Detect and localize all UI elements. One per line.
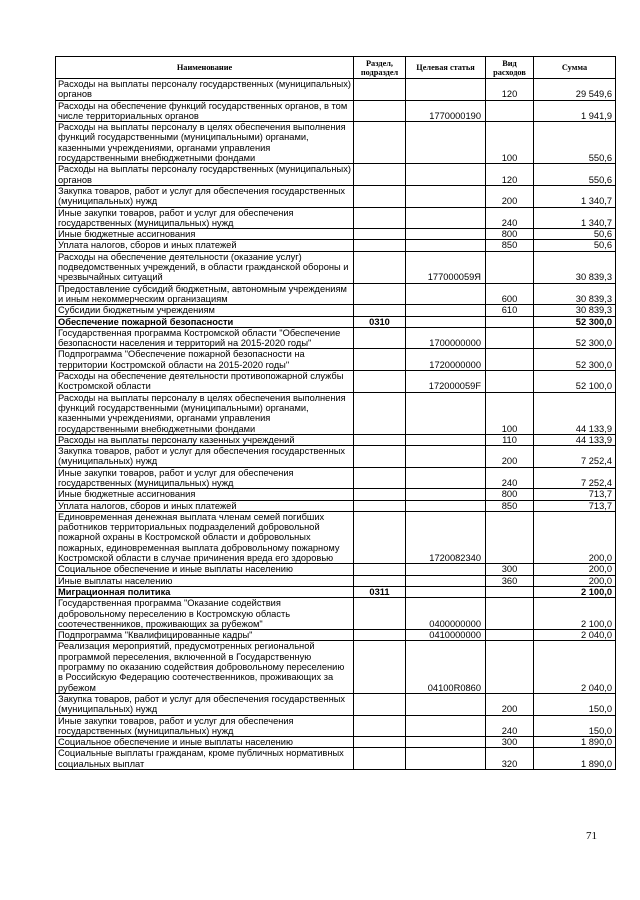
row-amount: 713,7 xyxy=(534,500,616,511)
row-article xyxy=(406,164,486,186)
row-amount: 200,0 xyxy=(534,564,616,575)
row-section xyxy=(354,79,406,101)
row-section xyxy=(354,164,406,186)
row-name: Иные закупки товаров, работ и услуг для обеспечения государственных (муниципальных) нужд xyxy=(56,715,354,737)
row-name: Иные закупки товаров, работ и услуг для обеспечения государственных (муниципальных) нужд xyxy=(56,207,354,229)
row-type xyxy=(486,251,534,283)
row-article xyxy=(406,207,486,229)
row-article: 177000059Я xyxy=(406,251,486,283)
row-article xyxy=(406,240,486,251)
row-type: 200 xyxy=(486,693,534,715)
row-amount: 200,0 xyxy=(534,575,616,586)
row-section xyxy=(354,641,406,693)
row-name: Расходы на обеспечение функций государственных органов, в том числе территориальных органов xyxy=(56,100,354,122)
row-name: Уплата налогов, сборов и иных платежей xyxy=(56,500,354,511)
table-row xyxy=(56,641,616,693)
row-name: Социальные выплаты гражданам, кроме публичных нормативных социальных выплат xyxy=(56,748,354,770)
table-row xyxy=(56,586,616,597)
row-type: 240 xyxy=(486,467,534,489)
row-amount: 30 839,3 xyxy=(534,251,616,283)
table-row xyxy=(56,748,616,770)
row-type xyxy=(486,641,534,693)
table-row xyxy=(56,630,616,641)
row-article: 1720000000 xyxy=(406,349,486,371)
row-article xyxy=(406,575,486,586)
budget-table xyxy=(55,56,616,770)
row-section xyxy=(354,392,406,434)
row-section xyxy=(354,327,406,349)
row-article xyxy=(406,229,486,240)
row-article xyxy=(406,122,486,164)
row-section xyxy=(354,467,406,489)
row-name: Иные выплаты населению xyxy=(56,575,354,586)
row-amount: 150,0 xyxy=(534,715,616,737)
table-row xyxy=(56,79,616,101)
row-name: Иные бюджетные ассигнования xyxy=(56,229,354,240)
row-name: Закупка товаров, работ и услуг для обеспечения государственных (муниципальных) нужд xyxy=(56,446,354,468)
row-article xyxy=(406,392,486,434)
row-type: 110 xyxy=(486,434,534,445)
row-amount: 52 300,0 xyxy=(534,327,616,349)
table-row xyxy=(56,122,616,164)
table-row xyxy=(56,316,616,327)
row-name: Расходы на обеспечение деятельности противопожарной службы Костромской области xyxy=(56,371,354,393)
row-amount: 1 941,9 xyxy=(534,100,616,122)
row-article xyxy=(406,715,486,737)
row-amount: 1 340,7 xyxy=(534,207,616,229)
row-amount: 1 890,0 xyxy=(534,737,616,748)
row-type xyxy=(486,349,534,371)
row-amount: 713,7 xyxy=(534,489,616,500)
row-article xyxy=(406,316,486,327)
row-name: Государственная программа Костромской области "Обеспечение безопасности населения и территорий на 2015-2020 годы" xyxy=(56,327,354,349)
row-article xyxy=(406,586,486,597)
row-article xyxy=(406,737,486,748)
row-type: 360 xyxy=(486,575,534,586)
row-article: 1700000000 xyxy=(406,327,486,349)
row-type: 120 xyxy=(486,164,534,186)
row-name: Субсидии бюджетным учреждениям xyxy=(56,305,354,316)
row-section: 0310 xyxy=(354,316,406,327)
header-article: Целевая статья xyxy=(406,57,486,79)
row-name: Закупка товаров, работ и услуг для обеспечения государственных (муниципальных) нужд xyxy=(56,185,354,207)
row-name: Подпрограмма "Квалифицированные кадры" xyxy=(56,630,354,641)
row-type xyxy=(486,630,534,641)
row-amount: 44 133,9 xyxy=(534,392,616,434)
header-section: Раздел, подраздел xyxy=(354,57,406,79)
table-row xyxy=(56,240,616,251)
row-type: 100 xyxy=(486,122,534,164)
row-article xyxy=(406,467,486,489)
table-body xyxy=(56,79,616,770)
row-type xyxy=(486,371,534,393)
row-amount: 2 100,0 xyxy=(534,598,616,630)
row-type xyxy=(486,316,534,327)
page-number: 71 xyxy=(586,830,597,842)
row-section xyxy=(354,240,406,251)
table-header xyxy=(56,57,616,79)
row-type: 240 xyxy=(486,207,534,229)
row-type: 300 xyxy=(486,564,534,575)
table-row xyxy=(56,500,616,511)
row-name: Расходы на обеспечение деятельности (оказание услуг) подведомственных учреждений, в области гражданской обороны и чрезвычайных ситуаций xyxy=(56,251,354,283)
row-section xyxy=(354,434,406,445)
row-type: 610 xyxy=(486,305,534,316)
row-article xyxy=(406,79,486,101)
row-article: 0410000000 xyxy=(406,630,486,641)
row-type: 850 xyxy=(486,500,534,511)
table-row xyxy=(56,229,616,240)
table-row xyxy=(56,575,616,586)
row-amount: 7 252,4 xyxy=(534,467,616,489)
row-type: 100 xyxy=(486,392,534,434)
row-amount: 1 340,7 xyxy=(534,185,616,207)
row-name: Социальное обеспечение и иные выплаты населению xyxy=(56,737,354,748)
row-amount: 200,0 xyxy=(534,511,616,563)
row-amount: 52 300,0 xyxy=(534,316,616,327)
row-section xyxy=(354,693,406,715)
row-name: Иные закупки товаров, работ и услуг для обеспечения государственных (муниципальных) нужд xyxy=(56,467,354,489)
row-section xyxy=(354,511,406,563)
row-amount: 52 300,0 xyxy=(534,349,616,371)
row-amount: 29 549,6 xyxy=(534,79,616,101)
row-section xyxy=(354,737,406,748)
row-article xyxy=(406,305,486,316)
row-type: 120 xyxy=(486,79,534,101)
row-section xyxy=(354,371,406,393)
row-article xyxy=(406,693,486,715)
row-name: Иные бюджетные ассигнования xyxy=(56,489,354,500)
row-section xyxy=(354,564,406,575)
row-section xyxy=(354,185,406,207)
row-section xyxy=(354,349,406,371)
table-row xyxy=(56,283,616,305)
table-row xyxy=(56,349,616,371)
table-row xyxy=(56,185,616,207)
row-article xyxy=(406,283,486,305)
row-name: Подпрограмма "Обеспечение пожарной безопасности на территории Костромской области на 2015-2020 годы" xyxy=(56,349,354,371)
table-row xyxy=(56,737,616,748)
row-type: 800 xyxy=(486,489,534,500)
row-article xyxy=(406,489,486,500)
table-row xyxy=(56,489,616,500)
row-name: Государственная программа "Оказание содействия добровольному переселению в Костромскую область соотечественников, проживающих за рубежом" xyxy=(56,598,354,630)
row-type: 240 xyxy=(486,715,534,737)
table-row xyxy=(56,446,616,468)
table-row xyxy=(56,392,616,434)
row-article xyxy=(406,185,486,207)
row-name: Расходы на выплаты персоналу государственных (муниципальных) органов xyxy=(56,79,354,101)
row-amount: 150,0 xyxy=(534,693,616,715)
row-amount: 50,6 xyxy=(534,240,616,251)
table-row xyxy=(56,327,616,349)
row-type xyxy=(486,598,534,630)
row-type: 800 xyxy=(486,229,534,240)
table-row xyxy=(56,467,616,489)
row-name: Реализация мероприятий, предусмотренных региональной программой переселения, включенной в Государственную программу по оказанию содействия добровольному переселению в Российскую Федерацию соотечественников, проживающих за рубежом xyxy=(56,641,354,693)
row-section xyxy=(354,575,406,586)
row-name: Закупка товаров, работ и услуг для обеспечения государственных (муниципальных) нужд xyxy=(56,693,354,715)
row-amount: 7 252,4 xyxy=(534,446,616,468)
row-type xyxy=(486,586,534,597)
table-row xyxy=(56,511,616,563)
row-section xyxy=(354,251,406,283)
table-row xyxy=(56,100,616,122)
row-amount: 50,6 xyxy=(534,229,616,240)
row-name: Предоставление субсидий бюджетным, автономным учреждениям и иным некоммерческим организациям xyxy=(56,283,354,305)
table-row xyxy=(56,251,616,283)
header-type: Вид расходов xyxy=(486,57,534,79)
row-article: 04100R0860 xyxy=(406,641,486,693)
row-name: Расходы на выплаты персоналу в целях обеспечения выполнения функций государственными (муниципальными) органами, казенными учреждениями, органами управления государственными внебюджетными фондами xyxy=(56,392,354,434)
row-section xyxy=(354,100,406,122)
row-type: 850 xyxy=(486,240,534,251)
row-amount: 52 100,0 xyxy=(534,371,616,393)
row-section xyxy=(354,229,406,240)
table-row xyxy=(56,371,616,393)
row-article: 1770000190 xyxy=(406,100,486,122)
row-amount: 2 040,0 xyxy=(534,641,616,693)
row-name: Расходы на выплаты персоналу казенных учреждений xyxy=(56,434,354,445)
header-amount: Сумма xyxy=(534,57,616,79)
row-article xyxy=(406,500,486,511)
row-section xyxy=(354,500,406,511)
table-row xyxy=(56,564,616,575)
row-name: Расходы на выплаты персоналу государственных (муниципальных) органов xyxy=(56,164,354,186)
row-name: Уплата налогов, сборов и иных платежей xyxy=(56,240,354,251)
row-article: 1720082340 xyxy=(406,511,486,563)
row-section xyxy=(354,446,406,468)
row-type: 200 xyxy=(486,446,534,468)
row-type: 600 xyxy=(486,283,534,305)
row-name: Обеспечение пожарной безопасности xyxy=(56,316,354,327)
row-type xyxy=(486,327,534,349)
row-type: 320 xyxy=(486,748,534,770)
row-article xyxy=(406,564,486,575)
table-row xyxy=(56,693,616,715)
row-amount: 550,6 xyxy=(534,122,616,164)
row-amount: 550,6 xyxy=(534,164,616,186)
row-name: Единовременная денежная выплата членам семей погибших работников территориальных подразделений добровольной пожарной охраны в Костромской области и добровольных пожарных, единовременная выплата добровольному пожарному Костромской области в случае причинения вреда его здоровью xyxy=(56,511,354,563)
row-section xyxy=(354,305,406,316)
table-row xyxy=(56,434,616,445)
row-article: 0400000000 xyxy=(406,598,486,630)
row-amount: 1 890,0 xyxy=(534,748,616,770)
row-section xyxy=(354,489,406,500)
row-amount: 2 100,0 xyxy=(534,586,616,597)
row-section xyxy=(354,598,406,630)
row-type: 300 xyxy=(486,737,534,748)
row-name: Социальное обеспечение и иные выплаты населению xyxy=(56,564,354,575)
row-amount: 30 839,3 xyxy=(534,305,616,316)
table-row xyxy=(56,598,616,630)
row-section xyxy=(354,715,406,737)
row-section: 0311 xyxy=(354,586,406,597)
row-type xyxy=(486,100,534,122)
row-amount: 44 133,9 xyxy=(534,434,616,445)
row-article xyxy=(406,446,486,468)
row-article: 172000059F xyxy=(406,371,486,393)
row-section xyxy=(354,748,406,770)
row-amount: 2 040,0 xyxy=(534,630,616,641)
header-row xyxy=(56,57,616,79)
table-row xyxy=(56,164,616,186)
row-name: Расходы на выплаты персоналу в целях обеспечения выполнения функций государственными (муниципальными) органами, казенными учреждениями, органами управления государственными внебюджетными фондами xyxy=(56,122,354,164)
row-article xyxy=(406,434,486,445)
row-section xyxy=(354,207,406,229)
row-section xyxy=(354,283,406,305)
row-amount: 30 839,3 xyxy=(534,283,616,305)
row-type: 200 xyxy=(486,185,534,207)
row-section xyxy=(354,630,406,641)
header-name: Наименование xyxy=(56,57,354,79)
table-row xyxy=(56,715,616,737)
row-article xyxy=(406,748,486,770)
table-row xyxy=(56,207,616,229)
table-row xyxy=(56,305,616,316)
row-section xyxy=(354,122,406,164)
row-type xyxy=(486,511,534,563)
row-name: Миграционная политика xyxy=(56,586,354,597)
